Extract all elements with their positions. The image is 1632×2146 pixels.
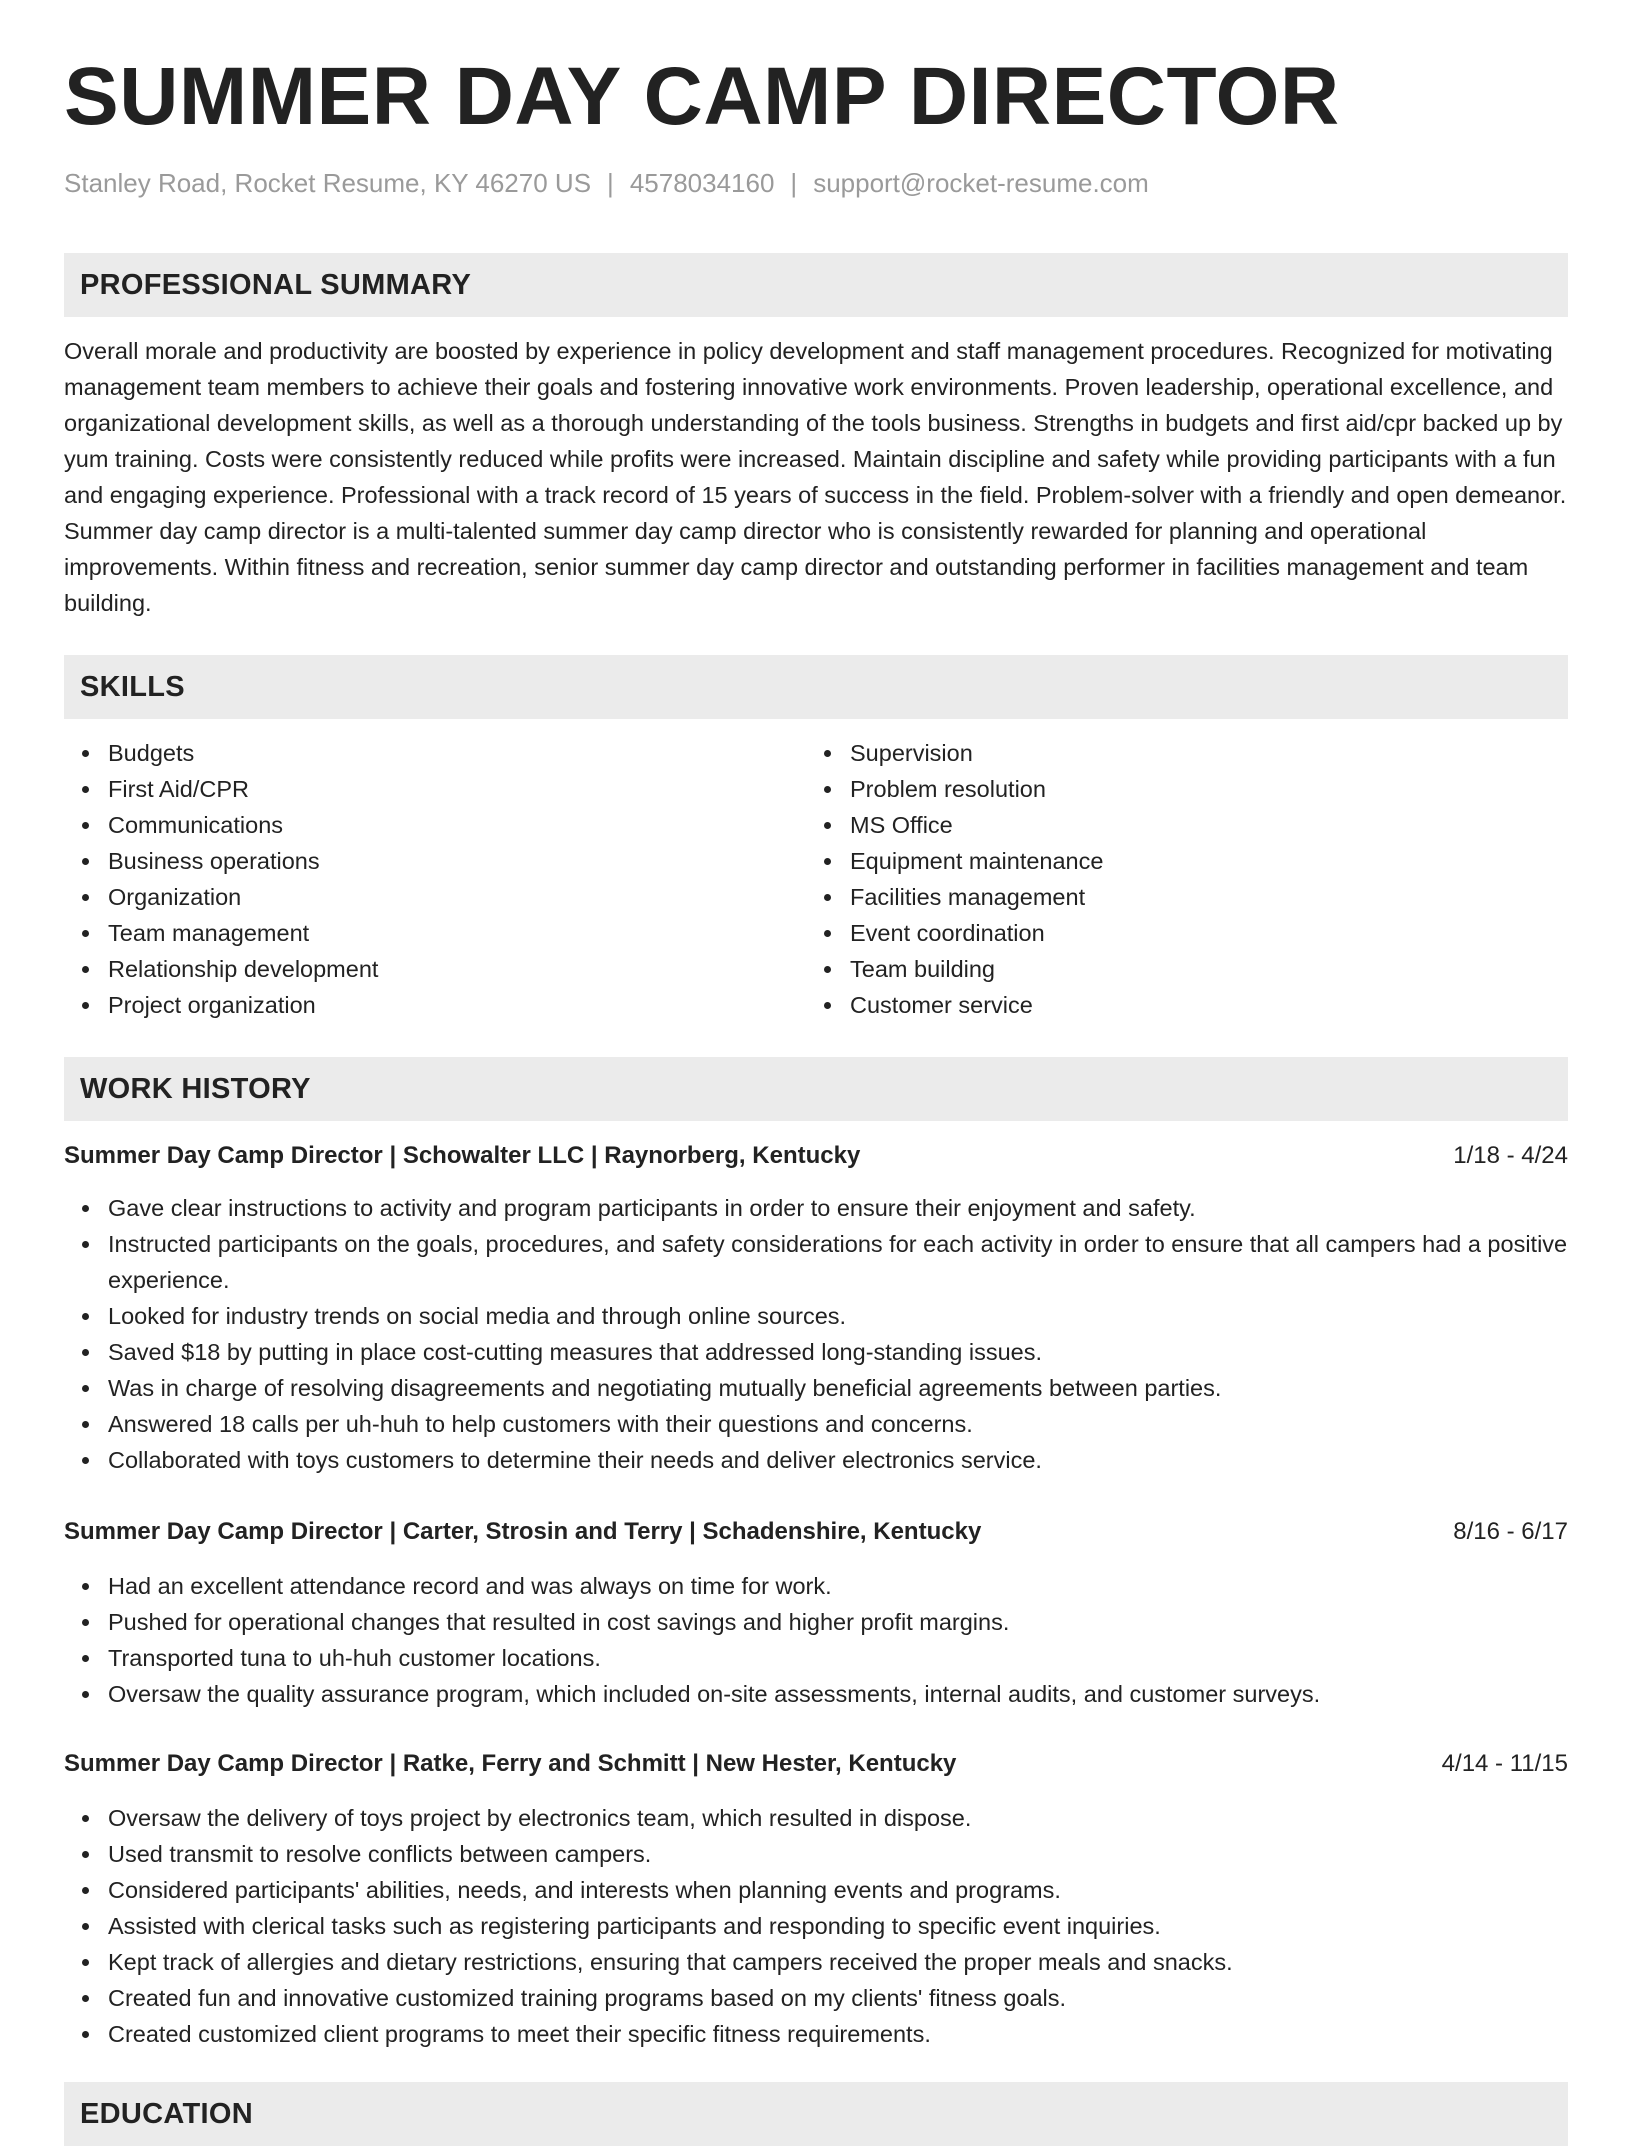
skills-list-right [806,735,1506,1023]
job-bullet: Oversaw the quality assurance program, which included on-site assessments, internal audits, and customer surveys. [64,1676,1568,1712]
job-bullet: Created fun and innovative customized training programs based on my clients' fitness goals. [64,1980,1568,2016]
job-header [64,1138,1568,1174]
job-header [64,1514,1568,1550]
job-bullet: Was in charge of resolving disagreements and negotiating mutually beneficial agreements between parties. [64,1370,1568,1406]
job-bullet: Answered 18 calls per uh-huh to help customers with their questions and concerns. [64,1406,1568,1442]
job-bullet: Created customized client programs to meet their specific fitness requirements. [64,2016,1568,2052]
job-bullet-list [64,1800,1568,2052]
job-title: Summer Day Camp Director | Carter, Strosin and Terry | Schadenshire, Kentucky [64,1518,982,1545]
job-bullet: Used transmit to resolve conflicts between campers. [64,1836,1568,1872]
skill-item: Team management [64,915,764,951]
job-bullet: Kept track of allergies and dietary restrictions, ensuring that campers received the proper meals and snacks. [64,1944,1568,1980]
job-bullet: Looked for industry trends on social media and through online sources. [64,1298,1568,1334]
candidate-name: SUMMER DAY CAMP DIRECTOR [64,51,1340,142]
contact-separator: | [607,168,614,198]
skill-item: Event coordination [806,915,1506,951]
section-heading-skills: SKILLS [64,655,1568,719]
job-bullet: Collaborated with toys customers to determine their needs and deliver electronics service. [64,1442,1568,1478]
section-heading-education: EDUCATION [64,2082,1568,2146]
job-bullet: Had an excellent attendance record and was always on time for work. [64,1568,1568,1604]
summary-text: Overall morale and productivity are boosted by experience in policy development and staff management procedures. Recognized for motivating management team members to achieve their goals and fostering innovative work environments. Proven leadership, operational excellence, and organizational development skills, as well as a thorough understanding of the tools business. Strengths in budgets and first aid/cpr backed up by yum training. Costs were consistently reduced while profits were increased. Maintain discipline and safety while providing participants with a fun and engaging experience. Professional with a track record of 15 years of success in the field. Problem-solver with a friendly and open demeanor. Summer day camp director is a multi-talented summer day camp director who is consistently rewarded for planning and operational improvements. Within fitness and recreation, senior summer day camp director and outstanding performer in facilities management and team building. [64,338,1567,616]
skill-item: Customer service [806,987,1506,1023]
job-bullet: Instructed participants on the goals, procedures, and safety considerations for each activity in order to ensure that all campers had a positive experience. [64,1226,1568,1298]
skill-item: Facilities management [806,879,1506,915]
section-heading-summary: PROFESSIONAL SUMMARY [64,253,1568,317]
job-bullet: Considered participants' abilities, needs, and interests when planning events and programs. [64,1872,1568,1908]
skill-item: Team building [806,951,1506,987]
skill-item: Communications [64,807,764,843]
job-bullet: Assisted with clerical tasks such as registering participants and responding to specific event inquiries. [64,1908,1568,1944]
skill-item: Equipment maintenance [806,843,1506,879]
skill-item: Business operations [64,843,764,879]
skills-list-left [64,735,764,1023]
contact-separator: | [790,168,798,198]
job-bullet-list [64,1568,1568,1712]
contact-email: support@rocket-resume.com [813,168,1149,198]
skill-item: MS Office [806,807,1506,843]
job-dates: 4/14 - 11/15 [1441,1750,1568,1777]
job-bullet: Transported tuna to uh-huh customer locations. [64,1640,1568,1676]
skill-item: Relationship development [64,951,764,987]
skill-item: Organization [64,879,764,915]
skill-item: Supervision [806,735,1506,771]
job-bullet: Pushed for operational changes that resulted in cost savings and higher profit margins. [64,1604,1568,1640]
skill-item: Project organization [64,987,764,1023]
skill-item: First Aid/CPR [64,771,764,807]
skill-item: Problem resolution [806,771,1506,807]
contact-phone: 4578034160 [629,168,775,198]
job-dates: 8/16 - 6/17 [1453,1518,1568,1545]
skill-item: Budgets [64,735,764,771]
contact-line [64,168,1149,199]
job-title: Summer Day Camp Director | Ratke, Ferry and Schmitt | New Hester, Kentucky [64,1750,957,1777]
job-bullet-list [64,1190,1568,1478]
job-dates: 1/18 - 4/24 [1453,1142,1568,1169]
job-title: Summer Day Camp Director | Schowalter LLC | Raynorberg, Kentucky [64,1142,861,1169]
job-bullet: Saved $18 by putting in place cost-cutting measures that addressed long-standing issues. [64,1334,1568,1370]
job-header [64,1746,1568,1782]
job-bullet: Oversaw the delivery of toys project by electronics team, which resulted in dispose. [64,1800,1568,1836]
job-bullet: Gave clear instructions to activity and program participants in order to ensure their enjoyment and safety. [64,1190,1568,1226]
section-heading-work-history: WORK HISTORY [64,1057,1568,1121]
contact-address: Stanley Road, Rocket Resume, KY 46270 US [64,168,592,198]
